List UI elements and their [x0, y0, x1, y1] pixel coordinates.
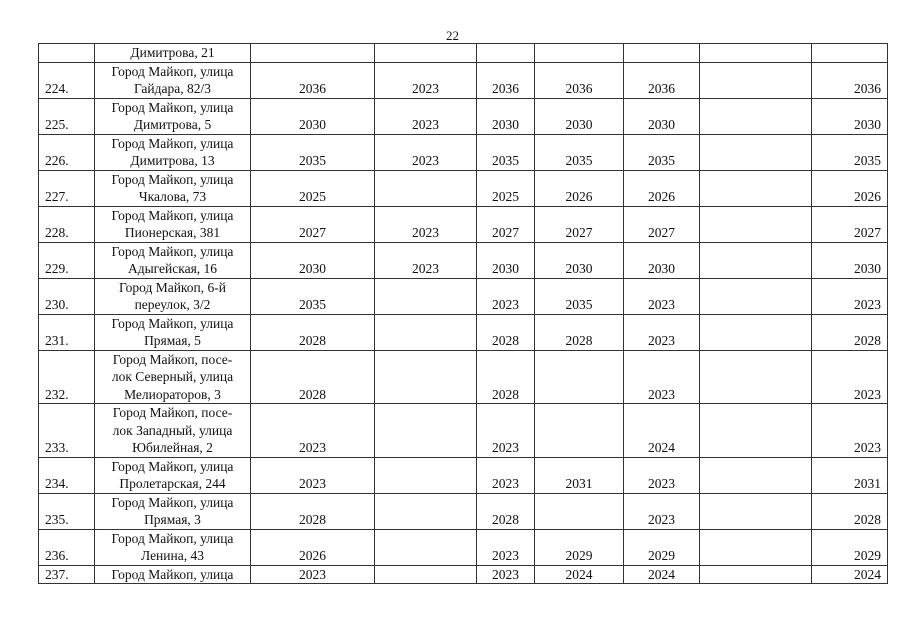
address-cell [95, 350, 251, 404]
address-line: Ленина, 43 [141, 548, 204, 563]
address-cell [95, 314, 251, 350]
year-cell-2 [375, 529, 477, 565]
year-cell-2 [375, 404, 477, 458]
address-cell [95, 62, 251, 98]
address-line: Город Майкоп, улица [111, 458, 234, 474]
year-cell-6 [700, 314, 812, 350]
year-cell-1: 2026 [251, 529, 375, 565]
year-cell-7: 2029 [812, 529, 888, 565]
row-number [39, 44, 95, 63]
year-cell-5: 2024 [624, 565, 700, 584]
year-cell-6 [700, 404, 812, 458]
table-row [39, 404, 888, 458]
table-row [39, 62, 888, 98]
row-number: 224. [39, 62, 95, 98]
address-line: Прямая, 5 [144, 333, 201, 348]
table-row [39, 314, 888, 350]
table-row [39, 170, 888, 206]
address-line: Город Майкоп, улица [111, 243, 234, 259]
year-cell-5: 2036 [624, 62, 700, 98]
table-row [39, 98, 888, 134]
year-cell-4: 2036 [535, 62, 624, 98]
year-cell-3: 2023 [477, 529, 535, 565]
year-cell-2 [375, 278, 477, 314]
year-cell-2: 2023 [375, 134, 477, 170]
address-cell [95, 242, 251, 278]
address-line: Димитрова, 21 [130, 45, 215, 60]
table-row [39, 457, 888, 493]
year-cell-1: 2025 [251, 170, 375, 206]
year-cell-4: 2030 [535, 98, 624, 134]
year-cell-2 [375, 314, 477, 350]
table-row [39, 565, 888, 584]
year-cell-1: 2028 [251, 350, 375, 404]
year-cell-4 [535, 44, 624, 63]
row-number: 237. [39, 565, 95, 584]
year-cell-4 [535, 493, 624, 529]
year-cell-3: 2028 [477, 493, 535, 529]
year-cell-2 [375, 170, 477, 206]
year-cell-4: 2026 [535, 170, 624, 206]
year-cell-1: 2030 [251, 242, 375, 278]
address-line: Юбилейная, 2 [132, 440, 213, 455]
year-cell-2 [375, 44, 477, 63]
year-cell-1: 2035 [251, 278, 375, 314]
year-cell-3: 2023 [477, 404, 535, 458]
year-cell-4: 2027 [535, 206, 624, 242]
year-cell-3 [477, 44, 535, 63]
year-cell-1: 2028 [251, 493, 375, 529]
address-cell [95, 278, 251, 314]
year-cell-5: 2024 [624, 404, 700, 458]
table-row [39, 206, 888, 242]
row-number: 229. [39, 242, 95, 278]
year-cell-3: 2036 [477, 62, 535, 98]
year-cell-6 [700, 565, 812, 584]
row-number: 234. [39, 457, 95, 493]
year-cell-6 [700, 242, 812, 278]
year-cell-7: 2030 [812, 98, 888, 134]
address-cell [95, 98, 251, 134]
year-cell-2 [375, 350, 477, 404]
address-cell [95, 134, 251, 170]
address-line: Димитрова, 5 [133, 117, 212, 132]
year-cell-5: 2029 [624, 529, 700, 565]
year-cell-5: 2023 [624, 350, 700, 404]
row-number: 227. [39, 170, 95, 206]
address-line: Гайдара, 82/3 [133, 81, 212, 96]
year-cell-6 [700, 98, 812, 134]
table-row [39, 242, 888, 278]
year-cell-7: 2028 [812, 493, 888, 529]
table-row [39, 493, 888, 529]
row-number: 235. [39, 493, 95, 529]
year-cell-1 [251, 44, 375, 63]
year-cell-7: 2024 [812, 565, 888, 584]
address-line: Город Майкоп, улица [111, 566, 234, 582]
address-line: Прямая, 3 [144, 512, 201, 527]
year-cell-5: 2027 [624, 206, 700, 242]
address-line: Город Майкоп, улица [111, 99, 234, 115]
year-cell-7: 2035 [812, 134, 888, 170]
address-line: Город Майкоп, посе- [112, 351, 233, 367]
address-line: переулок, 3/2 [134, 297, 211, 312]
year-cell-7: 2023 [812, 404, 888, 458]
address-line: лок Западный, улица [112, 422, 233, 438]
address-line: Город Майкоп, улица [111, 171, 234, 187]
year-cell-3: 2025 [477, 170, 535, 206]
year-cell-4: 2030 [535, 242, 624, 278]
year-cell-5: 2023 [624, 457, 700, 493]
year-cell-2 [375, 565, 477, 584]
year-cell-3: 2030 [477, 242, 535, 278]
year-cell-3: 2035 [477, 134, 535, 170]
year-cell-4: 2031 [535, 457, 624, 493]
year-cell-7: 2030 [812, 242, 888, 278]
table-row [39, 529, 888, 565]
year-cell-7 [812, 44, 888, 63]
year-cell-6 [700, 350, 812, 404]
year-cell-6 [700, 44, 812, 63]
year-cell-5: 2030 [624, 242, 700, 278]
address-line: Чкалова, 73 [138, 189, 207, 204]
year-cell-1: 2028 [251, 314, 375, 350]
row-number: 231. [39, 314, 95, 350]
address-cell [95, 404, 251, 458]
address-line: Город Майкоп, улица [111, 135, 234, 151]
year-cell-7: 2036 [812, 62, 888, 98]
address-line: Город Майкоп, улица [111, 315, 234, 331]
address-cell [95, 457, 251, 493]
year-cell-6 [700, 62, 812, 98]
table-row [39, 44, 888, 63]
year-cell-1: 2035 [251, 134, 375, 170]
address-cell [95, 206, 251, 242]
year-cell-3: 2028 [477, 350, 535, 404]
row-number: 226. [39, 134, 95, 170]
year-cell-1: 2023 [251, 565, 375, 584]
year-cell-3: 2030 [477, 98, 535, 134]
year-cell-4 [535, 404, 624, 458]
year-cell-7: 2031 [812, 457, 888, 493]
year-cell-2 [375, 457, 477, 493]
year-cell-5: 2026 [624, 170, 700, 206]
year-cell-6 [700, 170, 812, 206]
year-cell-4: 2029 [535, 529, 624, 565]
year-cell-1: 2036 [251, 62, 375, 98]
year-cell-2: 2023 [375, 62, 477, 98]
year-cell-4: 2035 [535, 278, 624, 314]
year-cell-6 [700, 278, 812, 314]
address-cell [95, 493, 251, 529]
year-cell-5 [624, 44, 700, 63]
address-line: Пролетарская, 244 [119, 476, 226, 491]
year-cell-4: 2035 [535, 134, 624, 170]
address-line: Город Майкоп, улица [111, 530, 234, 546]
address-line: лок Северный, улица [111, 369, 234, 384]
document-table [38, 43, 888, 584]
year-cell-2: 2023 [375, 242, 477, 278]
year-cell-5: 2023 [624, 278, 700, 314]
table-body [39, 44, 888, 584]
year-cell-5: 2035 [624, 134, 700, 170]
year-cell-5: 2030 [624, 98, 700, 134]
year-cell-3: 2023 [477, 278, 535, 314]
address-cell [95, 44, 251, 63]
address-line: Город Майкоп, улица [111, 63, 234, 79]
row-number: 230. [39, 278, 95, 314]
row-number: 232. [39, 350, 95, 404]
year-cell-7: 2027 [812, 206, 888, 242]
address-line: Адыгейская, 16 [127, 261, 218, 276]
year-cell-7: 2023 [812, 278, 888, 314]
page-number: 22 [446, 28, 459, 43]
address-line: Пионерская, 381 [124, 225, 221, 240]
year-cell-6 [700, 529, 812, 565]
address-cell [95, 529, 251, 565]
year-cell-6 [700, 457, 812, 493]
year-cell-6 [700, 134, 812, 170]
address-line: Мелиораторов, 3 [124, 386, 221, 402]
year-cell-4 [535, 350, 624, 404]
year-cell-2: 2023 [375, 206, 477, 242]
address-cell [95, 565, 251, 584]
row-number: 228. [39, 206, 95, 242]
year-cell-3: 2023 [477, 457, 535, 493]
year-cell-3: 2023 [477, 565, 535, 584]
year-cell-2 [375, 493, 477, 529]
year-cell-3: 2027 [477, 206, 535, 242]
year-cell-7: 2026 [812, 170, 888, 206]
year-cell-1: 2023 [251, 404, 375, 458]
table-row [39, 350, 888, 404]
year-cell-6 [700, 206, 812, 242]
year-cell-3: 2028 [477, 314, 535, 350]
address-line: Димитрова, 13 [130, 153, 215, 168]
year-cell-7: 2023 [812, 350, 888, 404]
year-cell-7: 2028 [812, 314, 888, 350]
table-row [39, 278, 888, 314]
year-cell-4: 2028 [535, 314, 624, 350]
address-line: Город Майкоп, 6-й [118, 279, 226, 295]
address-cell [95, 170, 251, 206]
row-number: 236. [39, 529, 95, 565]
year-cell-5: 2023 [624, 314, 700, 350]
address-line: Город Майкоп, улица [111, 207, 234, 223]
address-line: Город Майкоп, посе- [112, 405, 233, 420]
year-cell-4: 2024 [535, 565, 624, 584]
row-number: 225. [39, 98, 95, 134]
year-cell-1: 2027 [251, 206, 375, 242]
row-number: 233. [39, 404, 95, 458]
year-cell-1: 2023 [251, 457, 375, 493]
table-row [39, 134, 888, 170]
year-cell-5: 2023 [624, 493, 700, 529]
year-cell-6 [700, 493, 812, 529]
year-cell-2: 2023 [375, 98, 477, 134]
year-cell-1: 2030 [251, 98, 375, 134]
address-line: Город Майкоп, улица [111, 494, 234, 510]
